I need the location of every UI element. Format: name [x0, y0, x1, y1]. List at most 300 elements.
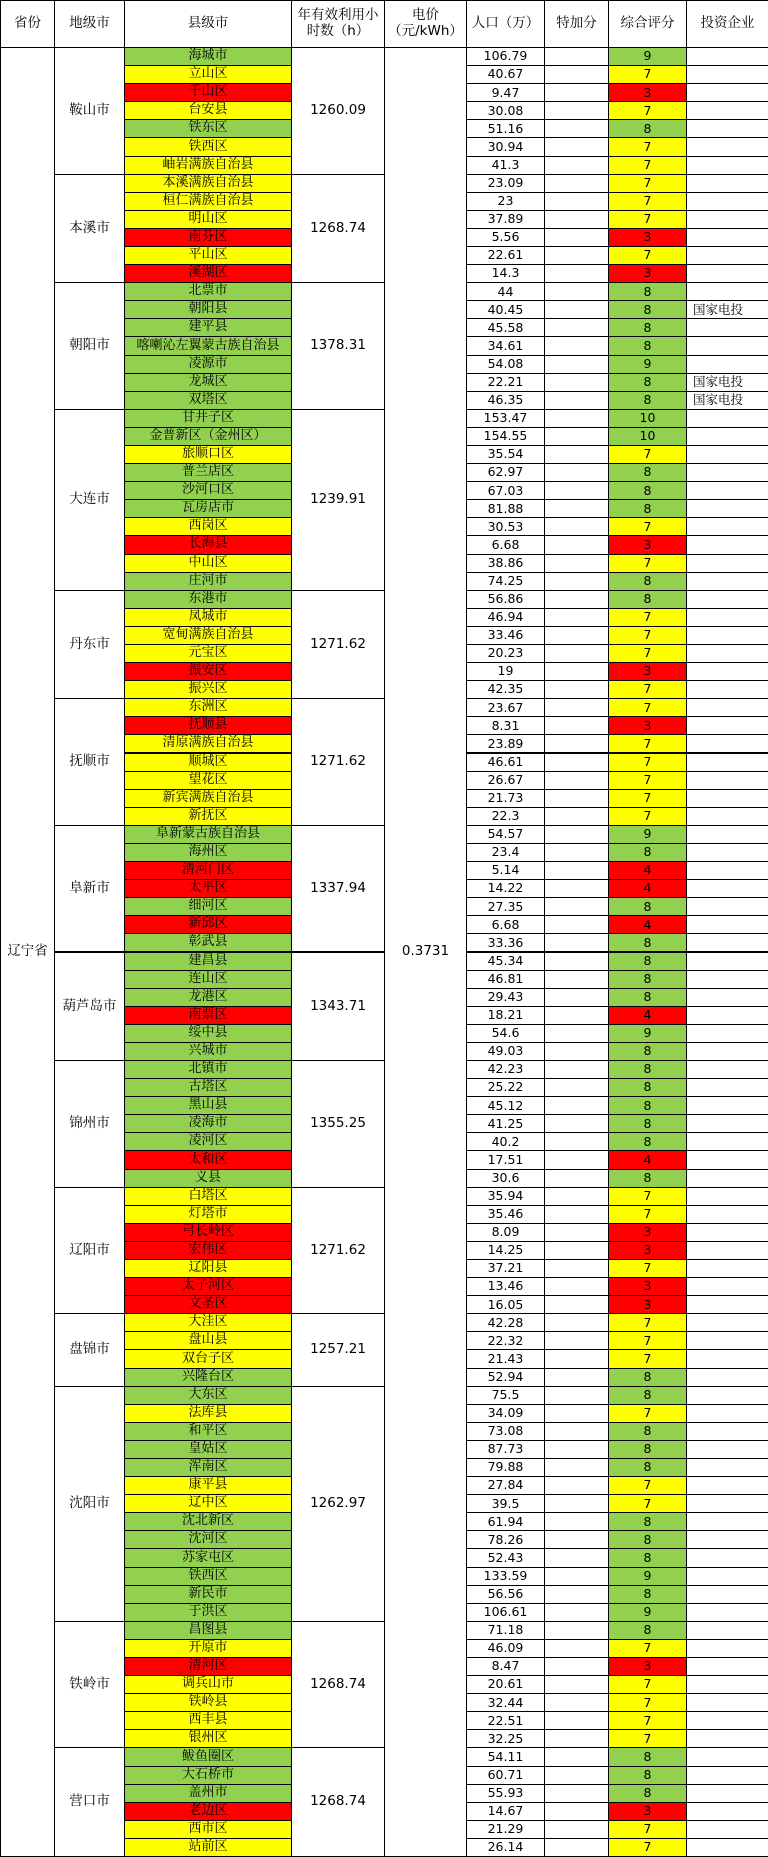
county-cell: 细河区: [124, 897, 292, 916]
bonus-cell: [544, 843, 609, 862]
bonus-cell: [544, 1729, 609, 1748]
population-cell: 23.67: [466, 698, 545, 717]
bonus-cell: [544, 879, 609, 898]
investor-cell: [686, 1404, 768, 1423]
population-cell: 19: [466, 662, 545, 681]
population-cell: 16.05: [466, 1295, 545, 1314]
score-cell: 8: [608, 1422, 687, 1441]
investor-cell: [686, 427, 768, 446]
bonus-cell: [544, 1621, 609, 1640]
county-cell: 黑山县: [124, 1096, 292, 1115]
investor-cell: [686, 1820, 768, 1839]
bonus-cell: [544, 1422, 609, 1441]
population-cell: 51.16: [466, 119, 545, 138]
population-cell: 14.67: [466, 1802, 545, 1821]
bonus-cell: [544, 1512, 609, 1531]
hours-cell: 1268.74: [291, 174, 385, 284]
investor-cell: [686, 1603, 768, 1622]
score-cell: 9: [608, 1024, 687, 1043]
county-cell: 站前区: [124, 1838, 292, 1857]
population-cell: 46.81: [466, 970, 545, 989]
bonus-cell: [544, 1838, 609, 1857]
county-cell: 平山区: [124, 246, 292, 265]
score-cell: 3: [608, 264, 687, 283]
county-cell: 振安区: [124, 662, 292, 681]
population-cell: 34.09: [466, 1404, 545, 1423]
score-cell: 8: [608, 988, 687, 1007]
score-cell: 4: [608, 861, 687, 880]
county-cell: 太子河区: [124, 1277, 292, 1296]
bonus-cell: [544, 716, 609, 735]
investor-cell: [686, 1349, 768, 1368]
hours-cell: 1271.62: [291, 590, 385, 700]
population-cell: 106.79: [466, 47, 545, 66]
investor-cell: [686, 1114, 768, 1133]
bonus-cell: [544, 156, 609, 175]
score-cell: 8: [608, 1548, 687, 1567]
county-cell: 连山区: [124, 970, 292, 989]
county-cell: 清河门区: [124, 861, 292, 880]
score-cell: 8: [608, 391, 687, 410]
bonus-cell: [544, 409, 609, 428]
county-cell: 海城市: [124, 47, 292, 66]
population-cell: 13.46: [466, 1277, 545, 1296]
score-cell: 7: [608, 174, 687, 193]
score-cell: 7: [608, 1313, 687, 1332]
population-cell: 62.97: [466, 463, 545, 482]
hours-cell: 1378.31: [291, 282, 385, 410]
population-cell: 55.93: [466, 1784, 545, 1803]
population-cell: 79.88: [466, 1458, 545, 1477]
bonus-cell: [544, 83, 609, 102]
population-cell: 18.21: [466, 1006, 545, 1025]
investor-cell: [686, 1368, 768, 1387]
investor-cell: [686, 1494, 768, 1513]
investor-cell: [686, 1585, 768, 1604]
population-cell: 54.08: [466, 355, 545, 374]
bonus-cell: [544, 355, 609, 374]
investor-cell: [686, 137, 768, 156]
county-cell: 新抚区: [124, 807, 292, 826]
score-cell: 8: [608, 1368, 687, 1387]
population-cell: 20.61: [466, 1675, 545, 1694]
score-cell: 8: [608, 1042, 687, 1061]
score-cell: 7: [608, 1820, 687, 1839]
bonus-cell: [544, 336, 609, 355]
county-cell: 双塔区: [124, 391, 292, 410]
investor-cell: [686, 1386, 768, 1405]
bonus-cell: [544, 572, 609, 591]
county-cell: 清河区: [124, 1657, 292, 1676]
population-cell: 6.68: [466, 915, 545, 934]
population-cell: 23.4: [466, 843, 545, 862]
investor-cell: [686, 915, 768, 934]
bonus-cell: [544, 753, 609, 772]
bonus-cell: [544, 1331, 609, 1350]
city-cell: 大连市: [54, 409, 125, 591]
investor-cell: [686, 1784, 768, 1803]
investor-cell: [686, 861, 768, 880]
province-cell: 辽宁省: [0, 47, 55, 1857]
county-cell: 喀喇沁左翼蒙古族自治县: [124, 336, 292, 355]
score-cell: 7: [608, 1476, 687, 1495]
county-cell: 阜新蒙古族自治县: [124, 825, 292, 844]
score-cell: 7: [608, 1675, 687, 1694]
score-cell: 7: [608, 1693, 687, 1712]
county-cell: 鲅鱼圈区: [124, 1747, 292, 1766]
investor-cell: [686, 1096, 768, 1115]
county-cell: 开原市: [124, 1639, 292, 1658]
bonus-cell: [544, 1096, 609, 1115]
score-cell: 7: [608, 1639, 687, 1658]
hours-cell: 1239.91: [291, 409, 385, 591]
population-cell: 30.53: [466, 517, 545, 536]
county-cell: 老边区: [124, 1802, 292, 1821]
score-cell: 7: [608, 192, 687, 211]
bonus-cell: [544, 1585, 609, 1604]
bonus-cell: [544, 1675, 609, 1694]
investor-cell: [686, 698, 768, 717]
score-cell: 8: [608, 336, 687, 355]
population-cell: 33.36: [466, 933, 545, 952]
population-cell: 5.56: [466, 228, 545, 247]
population-cell: 46.09: [466, 1639, 545, 1658]
bonus-cell: [544, 1693, 609, 1712]
population-cell: 14.22: [466, 879, 545, 898]
bonus-cell: [544, 1006, 609, 1025]
county-cell: 太平区: [124, 879, 292, 898]
county-cell: 皇姑区: [124, 1440, 292, 1459]
population-cell: 52.94: [466, 1368, 545, 1387]
investor-cell: [686, 463, 768, 482]
hours-cell: 1262.97: [291, 1386, 385, 1622]
population-cell: 45.12: [466, 1096, 545, 1115]
county-cell: 建昌县: [124, 952, 292, 971]
score-cell: 8: [608, 1530, 687, 1549]
bonus-cell: [544, 1802, 609, 1821]
county-cell: 昌图县: [124, 1621, 292, 1640]
score-cell: 7: [608, 156, 687, 175]
header-city: 地级市: [54, 0, 125, 48]
population-cell: 21.29: [466, 1820, 545, 1839]
investor-cell: [686, 355, 768, 374]
population-cell: 56.56: [466, 1585, 545, 1604]
population-cell: 23.09: [466, 174, 545, 193]
county-cell: 建平县: [124, 318, 292, 337]
county-cell: 新邱区: [124, 915, 292, 934]
score-cell: 8: [608, 1169, 687, 1188]
county-cell: 瓦房店市: [124, 499, 292, 518]
population-cell: 22.3: [466, 807, 545, 826]
bonus-cell: [544, 1567, 609, 1586]
score-cell: 3: [608, 1277, 687, 1296]
score-cell: 8: [608, 1078, 687, 1097]
bonus-cell: [544, 988, 609, 1007]
bonus-cell: [544, 391, 609, 410]
score-cell: 7: [608, 65, 687, 84]
investor-cell: [686, 734, 768, 753]
investor-cell: [686, 174, 768, 193]
bonus-cell: [544, 1476, 609, 1495]
population-cell: 29.43: [466, 988, 545, 1007]
investor-cell: [686, 517, 768, 536]
investor-cell: [686, 970, 768, 989]
county-cell: 凌海市: [124, 1114, 292, 1133]
county-cell: 沈河区: [124, 1530, 292, 1549]
county-cell: 振兴区: [124, 680, 292, 699]
investor-cell: [686, 897, 768, 916]
county-cell: 苏家屯区: [124, 1548, 292, 1567]
county-cell: 明山区: [124, 210, 292, 229]
population-cell: 42.35: [466, 680, 545, 699]
population-cell: 20.23: [466, 644, 545, 663]
city-cell: 沈阳市: [54, 1386, 125, 1622]
score-cell: 8: [608, 970, 687, 989]
county-cell: 太和区: [124, 1150, 292, 1169]
investor-cell: [686, 1693, 768, 1712]
county-cell: 沈北新区: [124, 1512, 292, 1531]
population-cell: 34.61: [466, 336, 545, 355]
score-cell: 8: [608, 1132, 687, 1151]
score-cell: 8: [608, 373, 687, 392]
county-cell: 辽中区: [124, 1494, 292, 1513]
county-cell: 南票区: [124, 1006, 292, 1025]
bonus-cell: [544, 1205, 609, 1224]
score-cell: 7: [608, 445, 687, 464]
population-cell: 35.54: [466, 445, 545, 464]
bonus-cell: [544, 1187, 609, 1206]
score-cell: 8: [608, 119, 687, 138]
score-cell: 10: [608, 427, 687, 446]
population-cell: 14.25: [466, 1241, 545, 1260]
population-cell: 8.09: [466, 1223, 545, 1242]
hours-cell: 1268.74: [291, 1621, 385, 1749]
score-cell: 3: [608, 662, 687, 681]
county-cell: 文圣区: [124, 1295, 292, 1314]
bonus-cell: [544, 915, 609, 934]
investor-cell: [686, 1766, 768, 1785]
investor-cell: [686, 228, 768, 247]
investor-cell: [686, 119, 768, 138]
bonus-cell: [544, 1169, 609, 1188]
score-cell: 8: [608, 318, 687, 337]
investor-cell: [686, 753, 768, 772]
investor-cell: [686, 1512, 768, 1531]
population-cell: 67.03: [466, 481, 545, 500]
bonus-cell: [544, 47, 609, 66]
county-cell: 宏伟区: [124, 1241, 292, 1260]
population-cell: 75.5: [466, 1386, 545, 1405]
score-cell: 3: [608, 1802, 687, 1821]
investor-cell: [686, 988, 768, 1007]
county-cell: 双台子区: [124, 1349, 292, 1368]
score-cell: 3: [608, 1295, 687, 1314]
bonus-cell: [544, 228, 609, 247]
investor-cell: [686, 1295, 768, 1314]
score-cell: 8: [608, 300, 687, 319]
investor-cell: [686, 1078, 768, 1097]
bonus-cell: [544, 662, 609, 681]
county-cell: 中山区: [124, 554, 292, 573]
bonus-cell: [544, 373, 609, 392]
score-cell: 8: [608, 1585, 687, 1604]
bonus-cell: [544, 174, 609, 193]
population-cell: 23: [466, 192, 545, 211]
hours-cell: 1268.74: [291, 1747, 385, 1857]
investor-cell: [686, 264, 768, 283]
header-hours: 年有效利用小时数（h）: [291, 0, 385, 48]
county-cell: 于洪区: [124, 1603, 292, 1622]
bonus-cell: [544, 1042, 609, 1061]
county-cell: 望花区: [124, 771, 292, 790]
county-cell: 铁岭县: [124, 1693, 292, 1712]
county-cell: 立山区: [124, 65, 292, 84]
score-cell: 7: [608, 137, 687, 156]
bonus-cell: [544, 1747, 609, 1766]
population-cell: 17.51: [466, 1150, 545, 1169]
score-cell: 8: [608, 590, 687, 609]
bonus-cell: [544, 1404, 609, 1423]
score-cell: 4: [608, 915, 687, 934]
score-cell: 8: [608, 1784, 687, 1803]
score-cell: 8: [608, 1096, 687, 1115]
investor-cell: [686, 680, 768, 699]
header-county: 县级市: [124, 0, 292, 48]
score-cell: 7: [608, 1711, 687, 1730]
score-cell: 8: [608, 1747, 687, 1766]
bonus-cell: [544, 554, 609, 573]
city-cell: 朝阳市: [54, 282, 125, 410]
score-cell: 9: [608, 1567, 687, 1586]
investor-cell: [686, 1657, 768, 1676]
score-cell: 8: [608, 1386, 687, 1405]
bonus-cell: [544, 1820, 609, 1839]
score-cell: 3: [608, 83, 687, 102]
score-cell: 8: [608, 933, 687, 952]
bonus-cell: [544, 680, 609, 699]
county-cell: 龙港区: [124, 988, 292, 1007]
score-cell: 3: [608, 716, 687, 735]
investor-cell: [686, 933, 768, 952]
investor-cell: [686, 789, 768, 808]
bonus-cell: [544, 897, 609, 916]
score-cell: 8: [608, 897, 687, 916]
score-cell: 7: [608, 807, 687, 826]
investor-cell: [686, 1277, 768, 1296]
score-cell: 8: [608, 1621, 687, 1640]
bonus-cell: [544, 825, 609, 844]
bonus-cell: [544, 318, 609, 337]
investor-cell: [686, 1440, 768, 1459]
score-cell: 9: [608, 355, 687, 374]
county-cell: 康平县: [124, 1476, 292, 1495]
bonus-cell: [544, 282, 609, 301]
score-cell: 8: [608, 572, 687, 591]
header-score: 综合评分: [608, 0, 687, 48]
county-cell: 东港市: [124, 590, 292, 609]
score-cell: 8: [608, 481, 687, 500]
score-cell: 7: [608, 608, 687, 627]
county-cell: 甘井子区: [124, 409, 292, 428]
bonus-cell: [544, 1259, 609, 1278]
investor-cell: [686, 1132, 768, 1151]
population-cell: 42.23: [466, 1060, 545, 1079]
investor-cell: [686, 1241, 768, 1260]
investor-cell: [686, 716, 768, 735]
investor-cell: [686, 1729, 768, 1748]
population-cell: 21.73: [466, 789, 545, 808]
investor-cell: [686, 1639, 768, 1658]
investor-cell: [686, 282, 768, 301]
bonus-cell: [544, 626, 609, 645]
county-cell: 千山区: [124, 83, 292, 102]
population-cell: 40.2: [466, 1132, 545, 1151]
population-cell: 42.28: [466, 1313, 545, 1332]
bonus-cell: [544, 861, 609, 880]
score-cell: 8: [608, 843, 687, 862]
county-cell: 新宾满族自治县: [124, 789, 292, 808]
bonus-cell: [544, 1024, 609, 1043]
score-cell: 9: [608, 825, 687, 844]
score-cell: 7: [608, 1205, 687, 1224]
bonus-cell: [544, 1386, 609, 1405]
investor-cell: [686, 1422, 768, 1441]
county-cell: 凌河区: [124, 1132, 292, 1151]
bonus-cell: [544, 1114, 609, 1133]
population-cell: 37.89: [466, 210, 545, 229]
county-cell: 西岗区: [124, 517, 292, 536]
county-cell: 西丰县: [124, 1711, 292, 1730]
population-cell: 37.21: [466, 1259, 545, 1278]
county-cell: 大洼区: [124, 1313, 292, 1332]
county-cell: 清原满族自治县: [124, 734, 292, 753]
bonus-cell: [544, 970, 609, 989]
population-cell: 81.88: [466, 499, 545, 518]
county-cell: 银州区: [124, 1729, 292, 1748]
population-cell: 8.47: [466, 1657, 545, 1676]
population-cell: 106.61: [466, 1603, 545, 1622]
population-cell: 44: [466, 282, 545, 301]
bonus-cell: [544, 1766, 609, 1785]
county-cell: 庄河市: [124, 572, 292, 591]
investor-cell: [686, 1223, 768, 1242]
population-cell: 27.84: [466, 1476, 545, 1495]
population-cell: 54.6: [466, 1024, 545, 1043]
population-cell: 14.3: [466, 264, 545, 283]
county-cell: 朝阳县: [124, 300, 292, 319]
bonus-cell: [544, 1494, 609, 1513]
county-cell: 顺城区: [124, 753, 292, 772]
score-cell: 8: [608, 1512, 687, 1531]
city-cell: 辽阳市: [54, 1187, 125, 1315]
bonus-cell: [544, 101, 609, 120]
county-cell: 调兵山市: [124, 1675, 292, 1694]
bonus-cell: [544, 1295, 609, 1314]
population-cell: 41.3: [466, 156, 545, 175]
investor-cell: [686, 644, 768, 663]
county-cell: 龙城区: [124, 373, 292, 392]
investor-cell: [686, 246, 768, 265]
county-cell: 南芬区: [124, 228, 292, 247]
investor-cell: [686, 409, 768, 428]
county-cell: 铁西区: [124, 137, 292, 156]
county-cell: 旅顺口区: [124, 445, 292, 464]
investor-cell: [686, 336, 768, 355]
investor-cell: [686, 318, 768, 337]
investor-cell: [686, 47, 768, 66]
score-cell: 7: [608, 246, 687, 265]
population-cell: 45.34: [466, 952, 545, 971]
